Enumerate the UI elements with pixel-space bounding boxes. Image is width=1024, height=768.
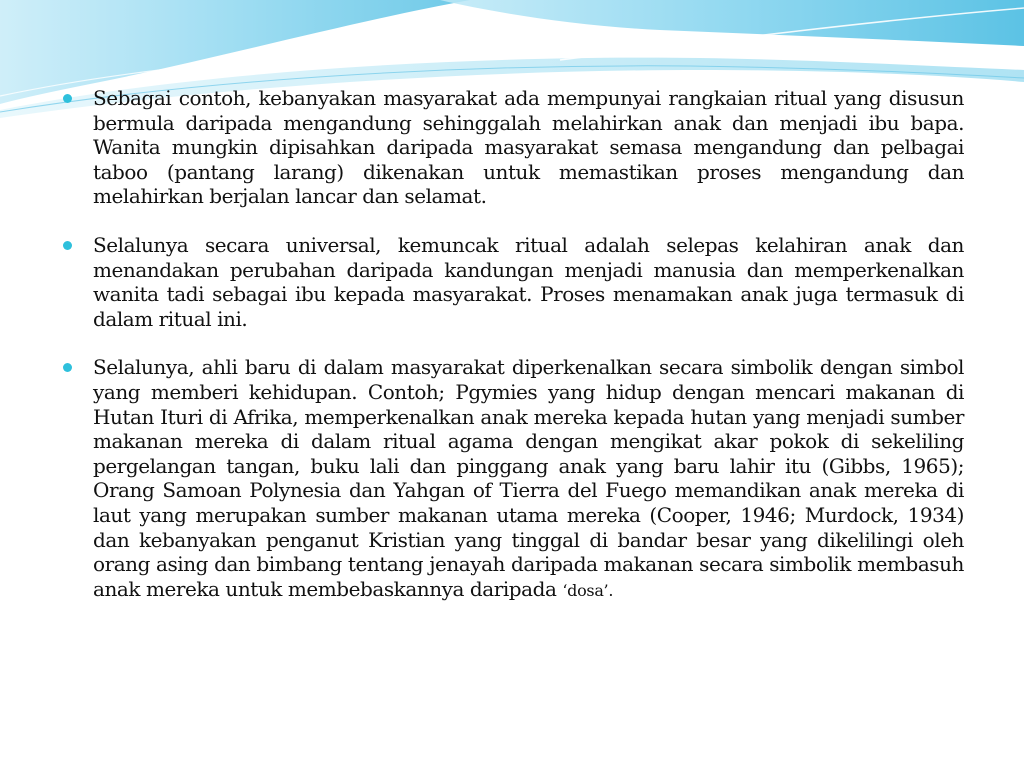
- bullet-item-3: [60, 355, 964, 603]
- bullet-item-2: [60, 233, 964, 331]
- bullet-text-1: Sebagai contoh, kebanyakan masyarakat ada mempunyai rangkaian ritual yang disusun bermula daripada mengandung sehinggalah melahirkan anak dan menjadi ibu bapa. Wanita mungkin dipisahkan daripada masyarakat semasa mengandung dan pelbagai taboo (pantang larang) dikenakan untuk memastikan proses mengandung dan melahirkan berjalan lancar dan selamat.: [93, 86, 964, 209]
- bullet-dot-icon: [63, 94, 72, 103]
- bullet-dot-icon: [63, 241, 72, 250]
- bullet-text-2: Selalunya secara universal, kemuncak ritual adalah selepas kelahiran anak dan menandakan perubahan daripada kandungan menjadi manusia dan memperkenalkan wanita tadi sebagai ibu kepada masyarakat. Proses menamakan anak juga termasuk di dalam ritual ini.: [93, 232, 964, 331]
- bullet-list: [60, 86, 964, 627]
- bullet-item-1: [60, 86, 964, 209]
- bullet-text-3: [93, 355, 964, 603]
- bullet-text-3-quote: ‘dosa’.: [562, 580, 614, 600]
- bullet-text-3-body: Selalunya, ahli baru di dalam masyarakat diperkenalkan secara simbolik dengan simbol yang memberi kehidupan. Contoh; Pgymies yang hidup dengan mencari makanan di Hutan Ituri di Afrika, memperkenalkan anak mereka kepada hutan yang menjadi sumber makanan mereka di dalam ritual agama dengan mengikat akar pokok di sekeliling pergelangan tangan, buku lali dan pinggang anak yang baru lahir itu (Gibbs, 1965); Orang Samoan Polynesia dan Yahgan of Tierra del Fuego memandikan anak mereka di laut yang merupakan sumber makanan utama mereka (Cooper, 1946; Murdock, 1934) dan kebanyakan penganut Kristian yang tinggal di bandar besar yang dikelilingi oleh orang asing dan bimbang tentang jenayah daripada makanan secara simbolik membasuh anak mereka untuk membebaskannya daripada: [93, 355, 964, 601]
- bullet-dot-icon: [63, 363, 72, 372]
